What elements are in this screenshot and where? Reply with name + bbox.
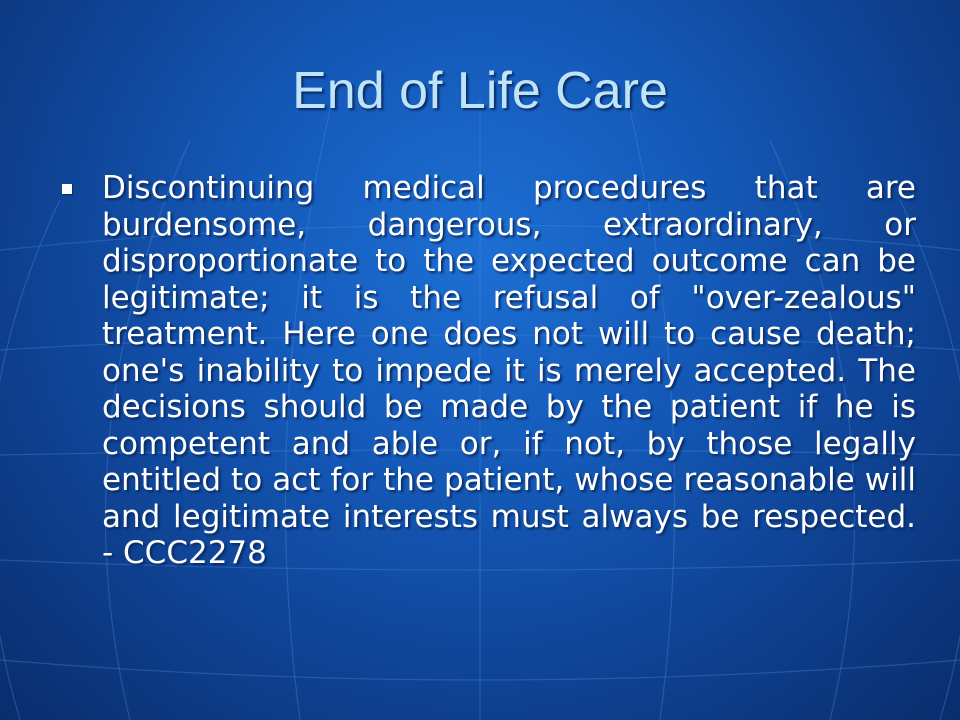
square-bullet-icon <box>62 184 72 194</box>
bullet-text: Discontinuing medical procedures that are burdensome, dangerous, extraordinary, or disproportionate to the expected outcome can be legitimate; it is the refusal of "over-zealous" treatment. Here one does not will to cause death; one's inability to impede it is merely accepted. The decisions should be made by the patient if he is competent and able or, if not, by those legally entitled to act for the patient, whose reasonable will and legitimate interests must always be respected. - CCC2278 <box>102 170 916 571</box>
slide-title: End of Life Care <box>292 62 668 120</box>
slide-body <box>56 170 916 572</box>
bullet-item <box>56 170 916 572</box>
